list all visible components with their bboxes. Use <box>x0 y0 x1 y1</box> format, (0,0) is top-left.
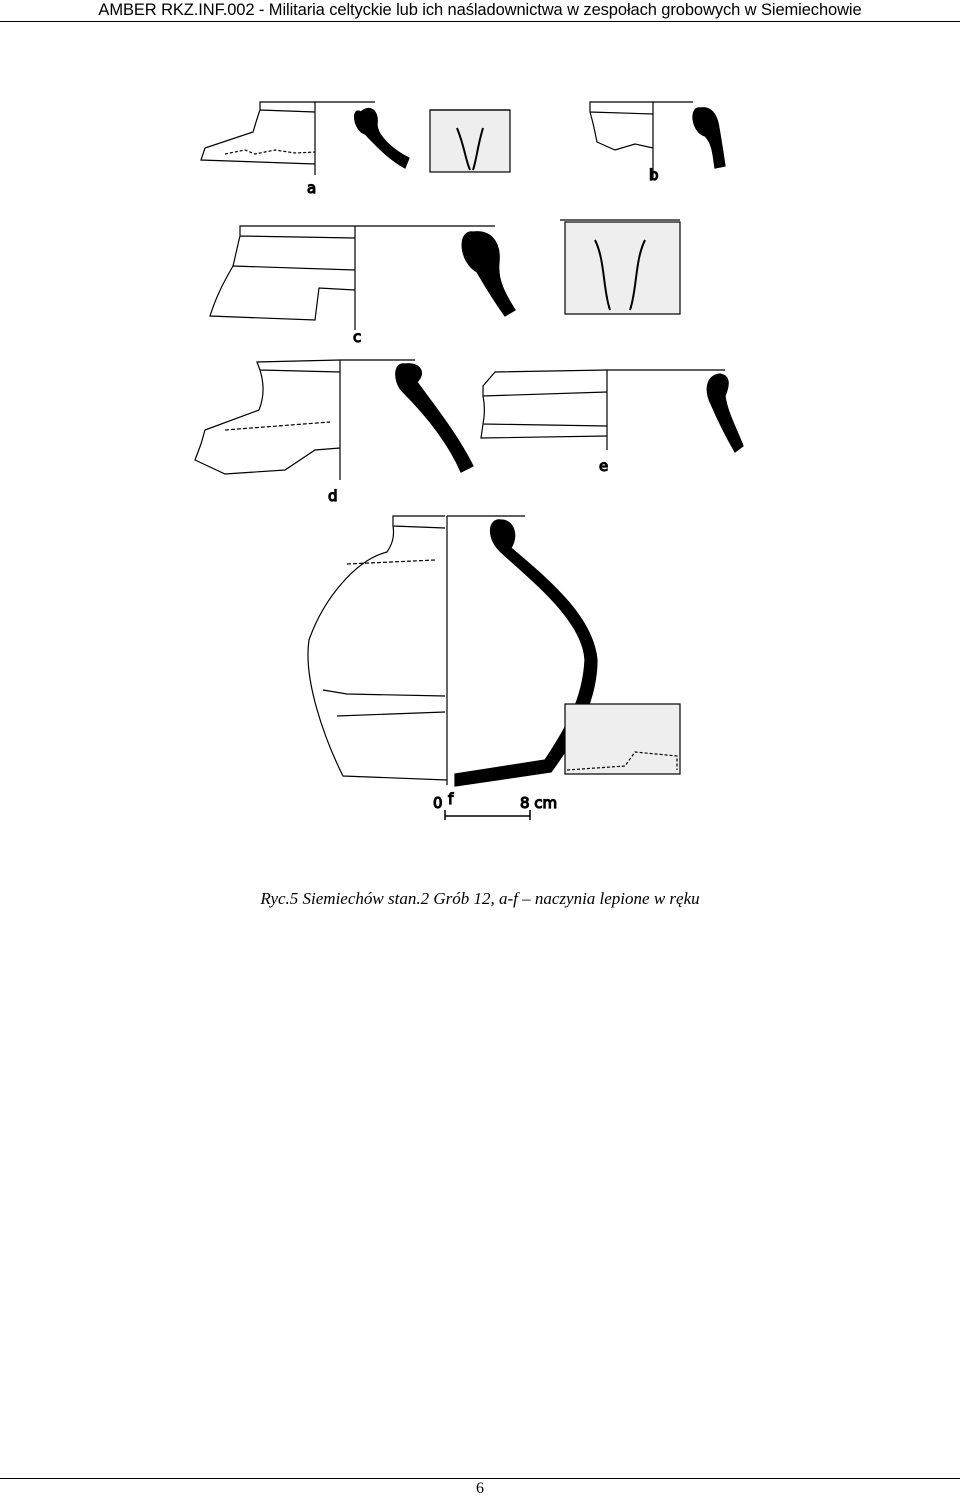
label-c: c <box>353 328 362 346</box>
running-header: AMBER RKZ.INF.002 - Militaria celtyckie lub ich naśladownictwa w zespołach grobowych w Siemiechowie <box>98 1 862 19</box>
vessel-a <box>201 102 510 175</box>
header-rule <box>0 21 960 22</box>
pottery-drawings <box>165 40 795 875</box>
label-b: b <box>649 166 659 184</box>
vessel-d <box>195 360 473 480</box>
label-e: e <box>599 457 609 475</box>
label-d: d <box>328 487 338 505</box>
label-f: f <box>448 790 454 808</box>
label-a: a <box>307 179 317 197</box>
page-number: 6 <box>476 1480 484 1497</box>
figure-caption: Ryc.5 Siemiechów stan.2 Grób 12, a-f – naczynia lepione w ręku <box>260 889 700 908</box>
vessel-e <box>481 370 743 452</box>
vessel-f <box>308 516 680 820</box>
scale-zero-label: 0 <box>433 794 443 812</box>
vessel-c <box>210 220 680 330</box>
pottery-figure <box>165 40 795 875</box>
scale-length-label: 8 cm <box>520 794 558 812</box>
